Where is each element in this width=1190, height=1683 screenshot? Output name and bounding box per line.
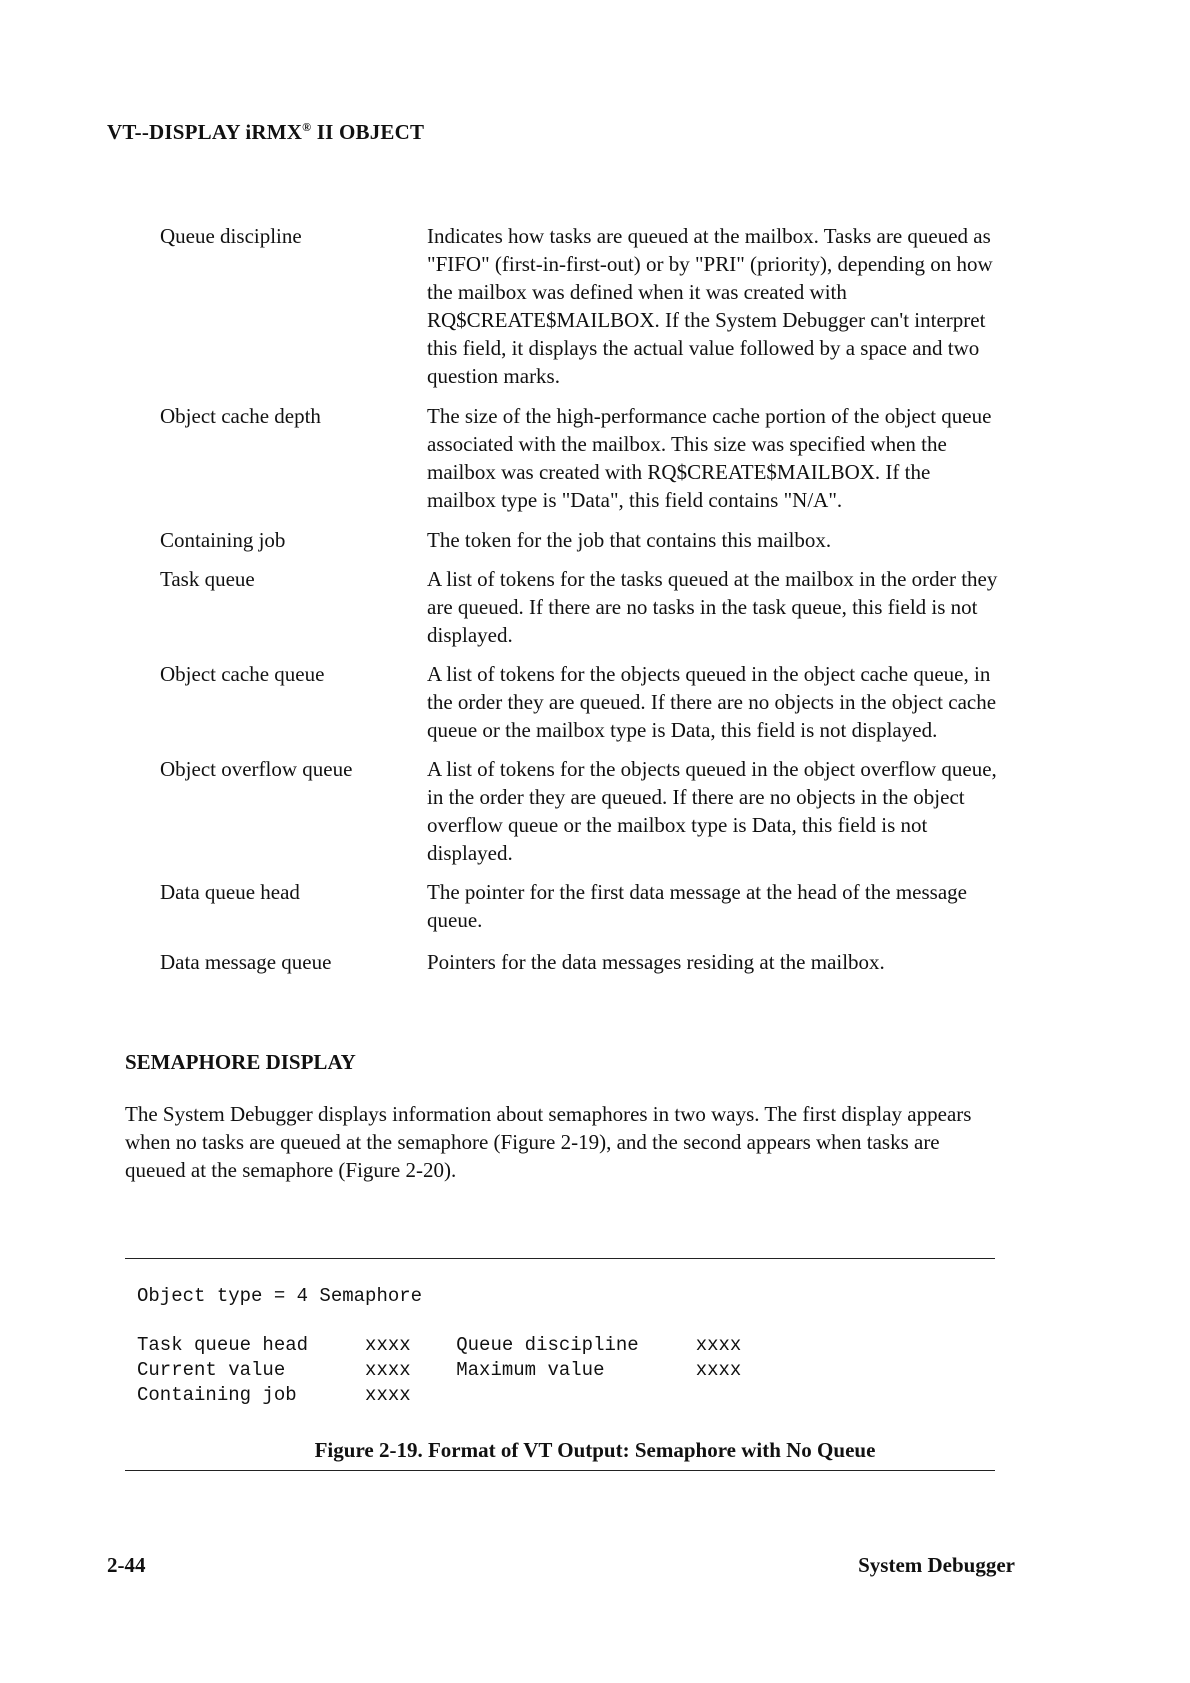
figure-top-rule [125, 1258, 995, 1259]
definition-term: Data queue head [160, 880, 300, 904]
definition-row [160, 878, 1000, 934]
definition-row [160, 526, 1000, 554]
definition-row [160, 222, 1000, 390]
definition-row [160, 948, 1000, 976]
definition-list [160, 222, 1000, 987]
definition-description: A list of tokens for the tasks queued at the mailbox in the order they are queued. If there are no tasks in the task queue, this field is not displayed. [427, 567, 998, 647]
definition-description: A list of tokens for the objects queued in the object overflow queue, in the order they are queued. If there are no objects in the object overflow queue or the mailbox type is Data, this field is not displayed. [427, 757, 997, 865]
definition-description: Pointers for the data messages residing at the mailbox. [427, 950, 885, 974]
figure-line: Current value xxxx Maximum value xxxx [137, 1359, 742, 1381]
definition-description: Indicates how tasks are queued at the mailbox. Tasks are queued as "FIFO" (first-in-first-out) or by "PRI" (priority), depending on how the mailbox was defined when it was created with RQ$CREATE$MAILBOX. If the System Debugger can't interpret this field, it displays the actual value followed by a space and two question marks. [427, 224, 993, 388]
definition-description: The token for the job that contains this mailbox. [427, 528, 832, 552]
figure-bottom-rule [125, 1470, 995, 1471]
section-paragraph: The System Debugger displays information about semaphores in two ways. The first display appears when no tasks are queued at the semaphore (Figure 2-19), and the second appears when tasks are queued at the semaphore (Figure 2-20). [125, 1102, 972, 1182]
registered-mark: ® [302, 120, 312, 134]
definition-row [160, 402, 1000, 514]
definition-term: Task queue [160, 567, 255, 591]
definition-description: The size of the high-performance cache portion of the object queue associated with the mailbox. This size was specified when the mailbox was created with RQ$CREATE$MAILBOX. If the mailbox type is "Data", this field contains "N/A". [427, 404, 992, 512]
definition-term: Object cache depth [160, 404, 321, 428]
definition-description: The pointer for the first data message at the head of the message queue. [427, 880, 967, 932]
definition-row [160, 755, 1000, 867]
definition-term: Object cache queue [160, 662, 325, 686]
page-number: 2-44 [107, 1553, 146, 1577]
figure-line: Task queue head xxxx Queue discipline xxxx [137, 1334, 742, 1356]
figure-line: Containing job xxxx [137, 1384, 411, 1406]
definition-description: A list of tokens for the objects queued in the object cache queue, in the order they are queued. If there are no objects in the object cache queue or the mailbox type is Data, this field is not displayed. [427, 662, 997, 742]
page-header [107, 120, 424, 145]
header-title-rest: II OBJECT [311, 120, 425, 144]
section-title: SEMAPHORE DISPLAY [125, 1050, 356, 1074]
definition-term: Data message queue [160, 950, 332, 974]
definition-term: Object overflow queue [160, 757, 353, 781]
figure-caption: Figure 2-19. Format of VT Output: Semaphore with No Queue [314, 1438, 876, 1462]
header-title-main: VT--DISPLAY iRMX [107, 120, 303, 144]
definition-row [160, 565, 1000, 649]
definition-term: Queue discipline [160, 224, 302, 248]
definition-row [160, 660, 1000, 744]
definition-term: Containing job [160, 528, 286, 552]
book-title: System Debugger [858, 1553, 1015, 1577]
figure-line: Object type = 4 Semaphore [137, 1285, 423, 1307]
